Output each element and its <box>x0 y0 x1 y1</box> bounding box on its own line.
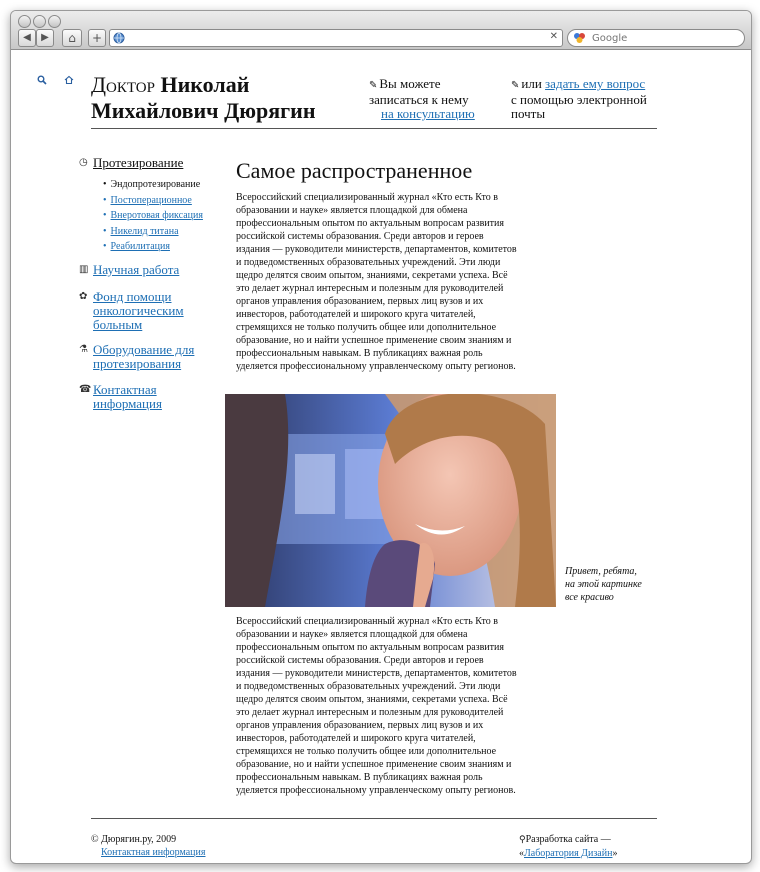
pencil-note-icon: ✎ <box>511 80 520 91</box>
address-input[interactable] <box>130 31 540 45</box>
article-paragraph: Всероссийский специализированный журнал «Кто есть Кто в образовании и науке» является площадкой для обмена профессиональным опытом по актуальным вопросам развития российской системы образования. Среди авторов и героев издания — руководители министерств, департаментов, комитетов и подведомственных образовательных учреждений. Эти люди щедро делятся своим опытом, знаниями, секретами успеха. Всё это делает журнал интересным и полезным для руководителей органов управления образованием, первых лиц вузов и их инвесторов, работодателей и широкого круга читателей, стремящихся не только получить общее или дополнительное образование, но и найти успешное применение своим знаниям и профессиональным навыкам. В публикациях важная роль уделяется профессиональному управленческому опыту регионов. <box>236 192 517 372</box>
close-window-button[interactable] <box>18 15 31 28</box>
home-icon[interactable] <box>64 75 74 88</box>
article-photo <box>225 394 556 607</box>
minimize-window-button[interactable] <box>33 15 46 28</box>
ribbon-icon: ✿ <box>79 291 88 302</box>
copyright-text: © Дюрягин.ру, 2009 <box>91 834 177 845</box>
book-icon: ▥ <box>79 264 89 275</box>
phone-icon: ☎ <box>79 384 92 395</box>
submenu-item-nickelide[interactable]: • Никелид титана <box>103 224 223 240</box>
site-title-surname: Михайлович Дюрягин <box>91 98 316 123</box>
search-icon[interactable] <box>37 75 47 88</box>
nav-item-oncology-fund[interactable] <box>79 289 213 332</box>
developer-link[interactable]: Лаборатория Дизайн <box>524 848 613 859</box>
quote-close: » <box>612 848 618 859</box>
clear-address-icon[interactable]: ✕ <box>549 31 558 42</box>
google-search-icon <box>573 32 587 44</box>
developer-prefix: Разработка сайта — <box>525 834 611 845</box>
ask-question-link[interactable]: задать ему вопрос <box>545 76 646 91</box>
site-title-name: Николай <box>160 72 250 97</box>
submenu-item-endoprosthetics[interactable]: • Эндопротезирование <box>103 177 223 193</box>
page-content <box>11 50 751 863</box>
submenu-item-postoperative[interactable]: • Постоперационное <box>103 193 223 209</box>
home-icon: ⌂ <box>68 31 76 45</box>
search-input[interactable] <box>592 31 732 45</box>
prosthetics-submenu <box>103 177 223 255</box>
nav-item-label[interactable]: Оборудование для протезирования <box>93 342 195 371</box>
back-arrow-icon: ◀ <box>23 32 31 43</box>
location-pin-icon: ⚲ <box>519 835 526 845</box>
submenu-item-rehabilitation[interactable]: • Реабилитация <box>103 239 223 255</box>
consultation-text: Вы можете записаться к нему <box>369 76 469 107</box>
nav-item-label: Протезирование <box>93 155 184 170</box>
patient-photo-illustration <box>225 394 556 607</box>
nav-item-prosthetics[interactable] <box>79 155 213 170</box>
quote-open: « <box>519 848 524 859</box>
site-title-first: Доктор <box>91 72 155 97</box>
photo-caption: Привет, ребята, на этой картинке все красиво <box>565 566 642 603</box>
nav-item-label[interactable]: Фонд помощи онкологическим больным <box>93 289 184 332</box>
nav-item-label[interactable]: Контактная информация <box>93 382 162 411</box>
footer-contact-link[interactable]: Контактная информация <box>101 847 206 858</box>
pencil-note-icon: ✎ <box>369 80 378 91</box>
question-suffix: с помощью электронной почты <box>511 92 647 121</box>
footer-left <box>91 833 291 859</box>
submenu-item-extraoral[interactable]: • Внеротовая фиксация <box>103 208 223 224</box>
question-note <box>511 77 651 121</box>
zoom-window-button[interactable] <box>48 15 61 28</box>
site-title <box>91 72 351 124</box>
footer-right <box>519 833 659 860</box>
home-button[interactable] <box>62 29 82 47</box>
nav-item-research[interactable] <box>79 262 213 277</box>
nav-item-contacts[interactable] <box>79 382 213 411</box>
nav-item-equipment[interactable] <box>79 342 213 371</box>
header-divider <box>91 128 657 129</box>
article-heading: Самое распространенное <box>236 158 473 183</box>
microscope-icon: ⚗ <box>79 344 88 355</box>
plus-icon: + <box>91 31 103 45</box>
clock-icon: ◷ <box>79 157 88 168</box>
globe-icon <box>113 32 125 44</box>
search-bar[interactable] <box>567 29 745 47</box>
consultation-note <box>369 77 499 121</box>
article-paragraph-2: Всероссийский специализированный журнал «Кто есть Кто в образовании и науке» является площадкой для обмена профессиональным опытом по актуальным вопросам развития российской системы образования. Среди авторов и героев издания — руководители министерств, департаментов, комитетов и подведомственных образовательных учреждений. Эти люди щедро делятся своим опытом, знаниями, секретами успеха. Всё это делает журнал интересным и полезным для руководителей органов управления образованием, первых лиц вузов и их инвесторов, работодателей и широкого круга читателей, стремящихся не только получить общее или дополнительное образование, но и найти успешное применение своим знаниям и профессиональным навыкам. В публикациях важная роль уделяется профессиональному управленческому опыту регионов. <box>236 616 517 796</box>
back-button[interactable] <box>18 29 36 47</box>
question-prefix: или <box>521 76 542 91</box>
browser-window <box>10 10 752 864</box>
add-bookmark-button[interactable] <box>88 29 106 47</box>
forward-button[interactable] <box>36 29 54 47</box>
footer-divider <box>91 818 657 819</box>
address-bar[interactable] <box>109 29 563 47</box>
browser-toolbar <box>11 11 751 50</box>
consultation-link[interactable]: на консультацию <box>381 106 475 121</box>
nav-item-label[interactable]: Научная работа <box>93 262 180 277</box>
forward-arrow-icon: ▶ <box>41 32 49 43</box>
